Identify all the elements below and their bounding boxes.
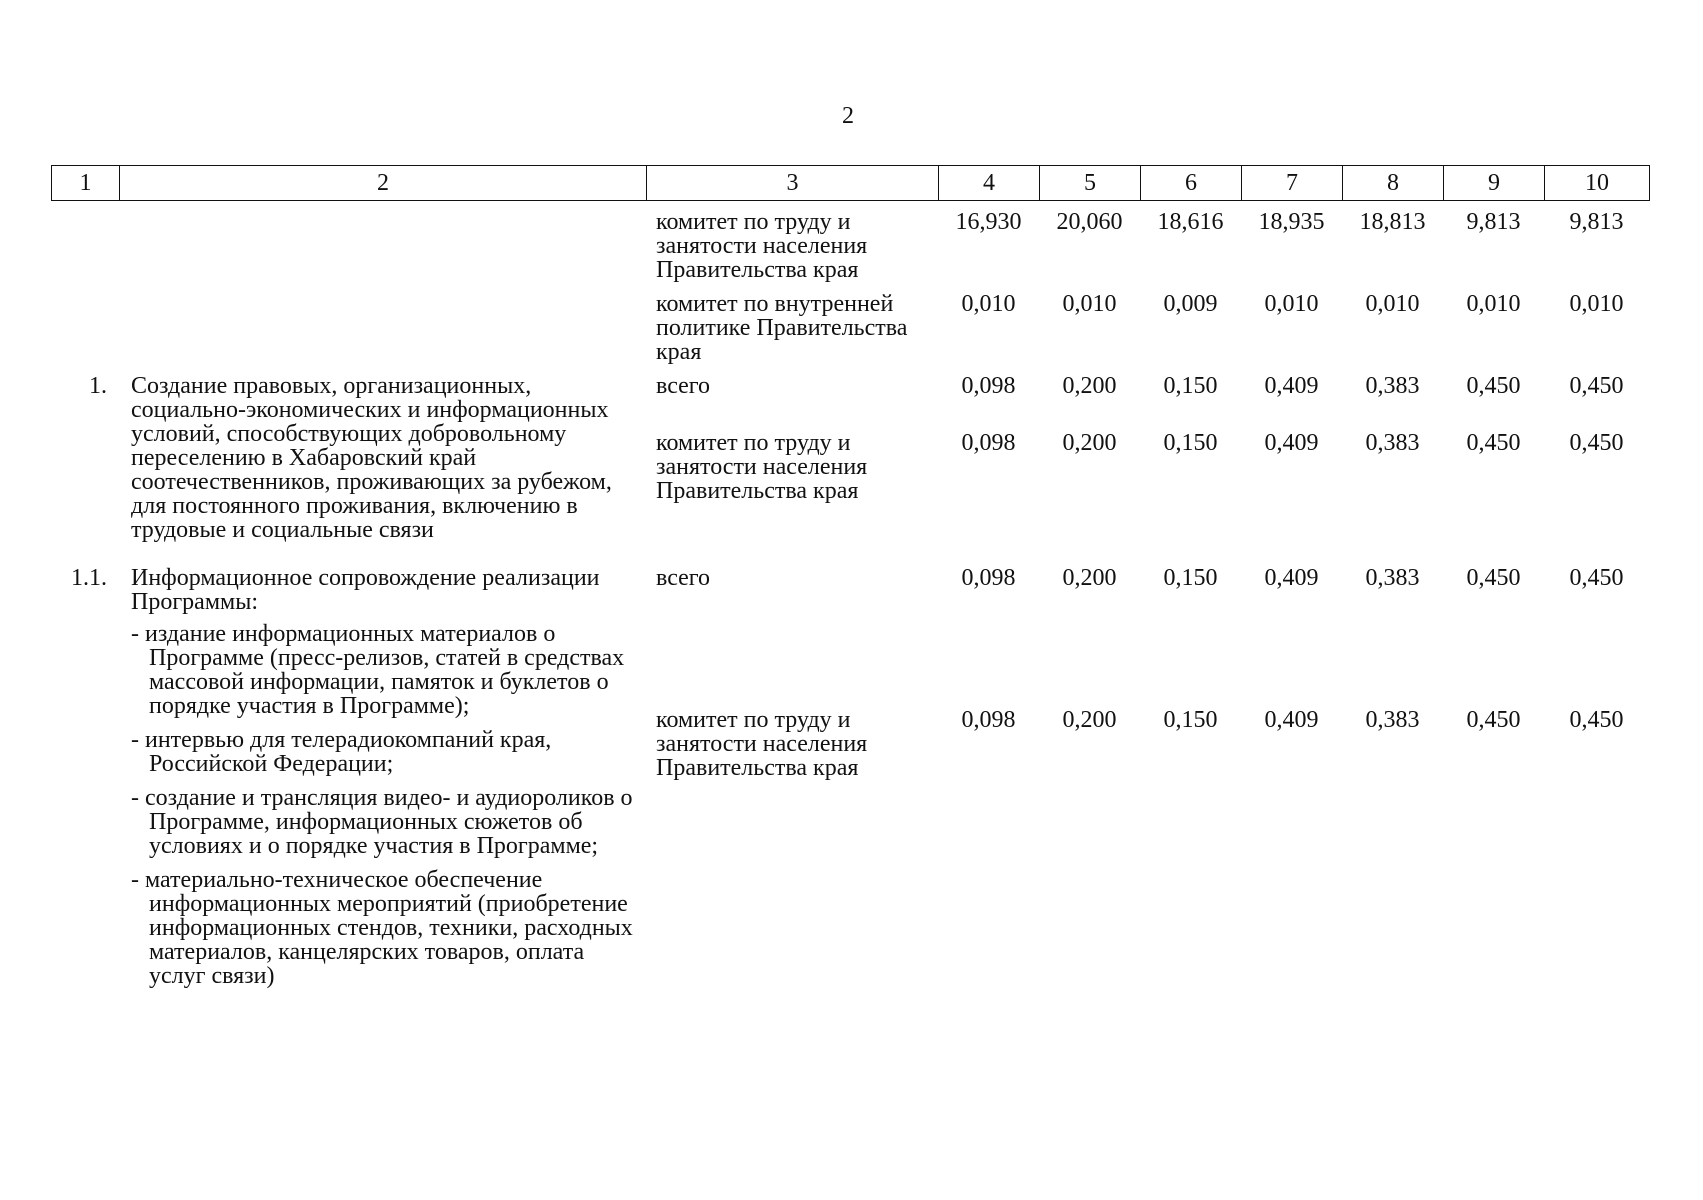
executor-cell: комитет по внутренней политике Правительства края (656, 291, 908, 365)
executor-cell: комитет по труду и занятости населения Правительства края (656, 706, 868, 781)
column-header-3: 3 (647, 166, 939, 201)
value-cell: 16,930 (955, 209, 1022, 235)
value-cell: 0,010 (1365, 291, 1420, 317)
activity-list (131, 622, 640, 988)
value-cell: 9,813 (1569, 209, 1624, 235)
column-header-10: 10 (1545, 166, 1650, 201)
value-cell: 18,616 (1157, 209, 1224, 235)
value-cell: 0,200 (1062, 565, 1117, 591)
list-item: - издание информационных материалов о Программе (пресс-релизов, статей в средствах массовой информации, памяток и буклетов о порядке участия в Программе); (131, 621, 625, 719)
column-header-4: 4 (939, 166, 1040, 201)
column-header-8: 8 (1343, 166, 1444, 201)
column-header-2: 2 (120, 166, 647, 201)
value-cell: 0,450 (1569, 706, 1624, 733)
table-row (51, 210, 1649, 292)
value-cell: 18,935 (1258, 209, 1325, 235)
value-cell: 0,010 (1569, 291, 1624, 317)
table-row (51, 292, 1649, 374)
list-item: - интервью для телерадиокомпаний края, Российской Федерации; (131, 727, 552, 777)
section-cell (119, 566, 646, 1008)
value-cell: 0,150 (1163, 706, 1218, 733)
value-cell: 20,060 (1056, 209, 1123, 235)
executor-cell: всего (656, 565, 711, 591)
column-header-1: 1 (52, 166, 120, 201)
value-cell: 0,010 (1062, 291, 1117, 317)
value-cell: 0,450 (1466, 430, 1521, 457)
column-header-9: 9 (1444, 166, 1545, 201)
section-row (51, 374, 1649, 431)
value-cell: 0,150 (1163, 373, 1218, 399)
value-cell: 0,098 (961, 565, 1016, 591)
value-cell: 0,383 (1365, 565, 1420, 591)
column-header-5: 5 (1040, 166, 1141, 201)
value-cell: 0,098 (961, 706, 1016, 733)
value-cell: 0,450 (1466, 565, 1521, 591)
section-number: 1. (89, 373, 107, 399)
column-header-7: 7 (1242, 166, 1343, 201)
value-cell: 0,383 (1365, 706, 1420, 733)
value-cell: 0,409 (1264, 430, 1319, 457)
page-number: 2 (842, 103, 854, 129)
section-row (51, 566, 1649, 708)
value-cell: 0,010 (1466, 291, 1521, 317)
value-cell: 0,150 (1163, 565, 1218, 591)
value-cell: 0,409 (1264, 706, 1319, 733)
value-cell: 0,150 (1163, 430, 1218, 457)
value-cell: 0,409 (1264, 373, 1319, 399)
column-header-row (51, 165, 1650, 201)
column-header-6: 6 (1141, 166, 1242, 201)
value-cell: 0,450 (1569, 373, 1624, 399)
value-cell: 0,450 (1569, 430, 1624, 457)
list-item: - создание и трансляция видео- и аудиороликов о Программе, информационных сюжетов об условиях и о порядке участия в Программе; (131, 785, 633, 859)
value-cell: 0,098 (961, 373, 1016, 399)
value-cell: 0,383 (1365, 430, 1420, 457)
executor-cell: всего (656, 373, 711, 399)
value-cell: 0,010 (961, 291, 1016, 317)
value-cell: 18,813 (1359, 209, 1426, 235)
section-title: Информационное сопровождение реализации Программы: (131, 565, 600, 615)
executor-cell: комитет по труду и занятости населения Правительства края (656, 430, 868, 505)
budget-table (51, 210, 1649, 1008)
value-cell: 0,010 (1264, 291, 1319, 317)
section-title: Создание правовых, организационных, социально-экономических и информационных условий, способствующих добровольному переселению в Хабаровский край соотечественников, проживающих за рубежом, для постоянного проживания, включению в трудовые и социальные связи (131, 373, 612, 543)
value-cell: 0,200 (1062, 430, 1117, 457)
value-cell: 0,450 (1466, 706, 1521, 733)
value-cell: 0,450 (1466, 373, 1521, 399)
value-cell: 0,098 (961, 430, 1016, 457)
value-cell: 0,450 (1569, 565, 1624, 591)
executor-cell: комитет по труду и занятости населения Правительства края (656, 209, 868, 283)
value-cell: 9,813 (1466, 209, 1521, 235)
value-cell: 0,200 (1062, 706, 1117, 733)
value-cell: 0,200 (1062, 373, 1117, 399)
value-cell: 0,383 (1365, 373, 1420, 399)
value-cell: 0,409 (1264, 565, 1319, 591)
value-cell: 0,009 (1163, 291, 1218, 317)
list-item: - материально-техническое обеспечение информационных мероприятий (приобретение информационных стендов, техники, расходных материалов, канцелярских товаров, оплата услуг связи) (131, 867, 633, 989)
section-number: 1.1. (71, 565, 107, 591)
